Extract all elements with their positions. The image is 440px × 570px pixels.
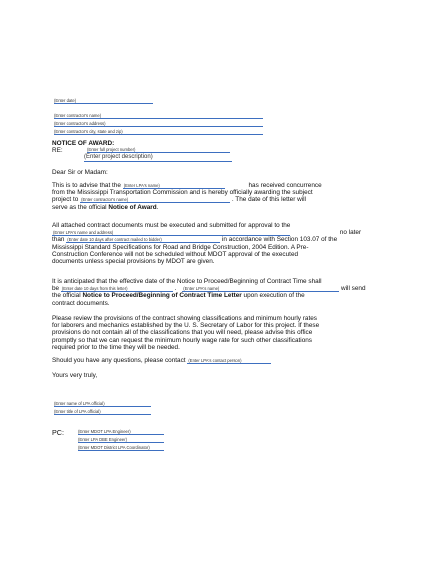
p4-line4: promptly so that we can request the minimum hourly wage rate for such other classifications — [52, 336, 313, 344]
notice-of-award-bold: Notice of Award — [108, 203, 157, 211]
p5-line1 — [52, 357, 387, 364]
p3-text: upon execution of the — [241, 292, 305, 300]
p1-text: project to — [52, 196, 79, 204]
dbe-engineer-field[interactable]: (Enter LPA DBE Engineer) — [78, 437, 164, 443]
p2-line2 — [52, 229, 387, 236]
p3-line3 — [52, 292, 387, 299]
paragraph-documents — [52, 222, 387, 265]
pc-label: PC: — [52, 428, 64, 437]
p1-text: This is to advise that the — [52, 182, 121, 189]
paragraph-notice-to-proceed — [52, 278, 387, 307]
project-number-field[interactable]: (Enter full project number) — [87, 147, 230, 153]
re-label: RE: — [52, 147, 63, 154]
p3-text: . — [174, 285, 177, 293]
p3-text: will send — [341, 285, 366, 293]
paragraph-award — [52, 182, 387, 211]
due-date-field[interactable]: (Enter date 10 days after contract mailed to bidder) — [66, 237, 220, 243]
p5-text: Should you have any questions, please contact — [52, 357, 186, 364]
p1-text: serve as the official — [52, 203, 109, 211]
p2-line4: Mississippi Standard Specifications for Road and Bridge Construction, 2004 Edition. A Pre- — [52, 243, 309, 251]
p2-line5: Construction Conference will not be scheduled without MDOT approval of the executed — [52, 250, 299, 258]
notice-title: NOTICE OF AWARD: — [52, 140, 115, 147]
official-name-field[interactable]: (Enter name of LPA official) — [54, 401, 151, 407]
p1-text: has received concurrence — [248, 182, 322, 189]
lpa-name-address-field[interactable]: (Enter LPA's name and address) — [52, 230, 290, 236]
contractor-name-field-2[interactable]: (Enter contractor's name) — [80, 197, 230, 203]
contractor-city-field[interactable]: (Enter contractor's city, state and zip) — [54, 129, 263, 135]
effective-date-field[interactable]: (Enter date 10 days from this letter) — [61, 286, 173, 292]
p2-line6: documents unless special provisions by MDOT are given. — [52, 258, 215, 266]
p4-line5: required prior to the time they will be needed. — [52, 343, 180, 351]
lpa-name-field-2[interactable]: (Enter LPA's name) — [182, 286, 339, 292]
paragraph-questions — [52, 357, 387, 364]
p1-line1 — [52, 182, 387, 189]
p2-line1: All attached contract documents must be executed and submitted for approval to the — [52, 222, 291, 229]
mdot-engineer-field[interactable]: (Enter MDOT LPA Engineer) — [78, 429, 164, 435]
p1-line4 — [52, 204, 387, 211]
p3-text: the official — [52, 292, 83, 300]
p3-line4: contract documents. — [52, 299, 110, 307]
p3-line1: It is anticipated that the effective date of the Notice to Proceed/Beginning of Contract Time shall — [52, 278, 322, 285]
contractor-address-field[interactable]: (Enter contractor's address) — [54, 121, 263, 127]
salutation: Dear Sir or Madam: — [52, 169, 108, 176]
p1-text: . — [156, 203, 159, 211]
date-field[interactable]: (Enter date) — [54, 98, 153, 104]
lpa-name-field[interactable]: (Enter LPA's name) — [123, 183, 225, 189]
district-coordinator-field[interactable]: (Enter MDOT District LPA Coordinator) — [78, 445, 164, 451]
p4-line2: for laborers and mechanics established by the U. S. Secretary of Labor for this project. If these — [52, 322, 320, 330]
p1-line2: from the Mississippi Transportation Commission and is hereby officially awarding the subject — [52, 189, 313, 197]
p3-text: be — [52, 285, 60, 293]
p2-text: than — [52, 236, 65, 244]
project-description-field[interactable]: (Enter project description) — [84, 154, 232, 162]
contact-person-field[interactable]: (Enter LPA's contact person) — [187, 358, 271, 364]
p3-line2 — [52, 285, 387, 292]
contractor-name-field[interactable]: (Enter contractor's name) — [54, 113, 263, 119]
official-title-field[interactable]: (Enter title of LPA official) — [54, 409, 151, 415]
p4-line3: provisions do not contain all of the classifications that you will need, please advise this office — [52, 329, 313, 337]
p1-text: . The date of this letter will — [231, 196, 306, 204]
p2-line3 — [52, 236, 387, 243]
p2-text: no later — [339, 229, 362, 237]
closing: Yours very truly, — [52, 372, 98, 379]
p2-text: in accordance with Section 103.07 of the — [222, 236, 338, 244]
notice-to-proceed-bold: Notice to Proceed/Beginning of Contract Time Letter — [82, 292, 242, 300]
p4-line1: Please review the provisions of the contract showing classifications and minimum hourly rates — [52, 315, 317, 322]
p1-line3 — [52, 196, 387, 203]
paragraph-wage-rates — [52, 315, 387, 351]
